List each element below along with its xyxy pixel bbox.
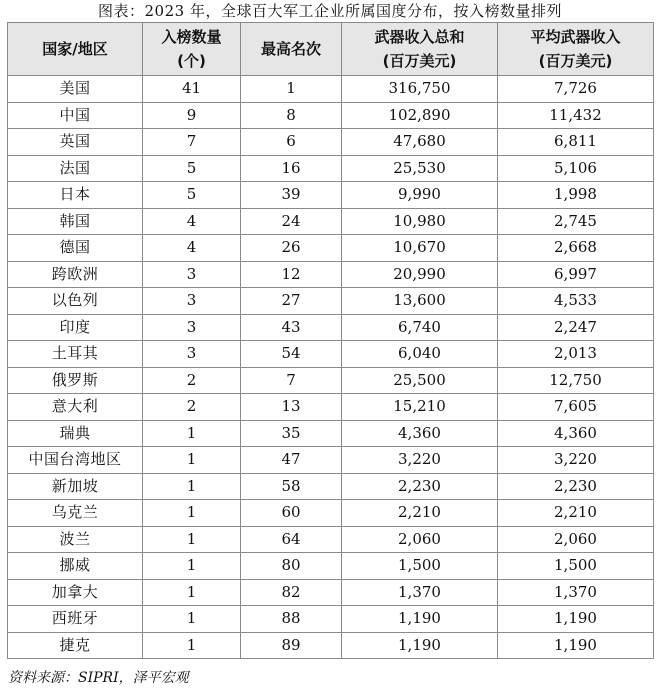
cell-top-rank: 39 xyxy=(241,182,342,209)
cell-top-rank: 54 xyxy=(241,341,342,368)
cell-entry-count: 1 xyxy=(143,420,241,447)
cell-avg-revenue: 5,106 xyxy=(498,155,654,182)
table-row xyxy=(8,394,654,421)
cell-total-revenue: 47,680 xyxy=(342,129,498,156)
cell-entry-count: 4 xyxy=(143,235,241,262)
cell-avg-revenue: 6,997 xyxy=(498,261,654,288)
cell-country: 日本 xyxy=(8,182,143,209)
cell-avg-revenue: 6,811 xyxy=(498,129,654,156)
cell-avg-revenue: 3,220 xyxy=(498,447,654,474)
cell-total-revenue: 2,210 xyxy=(342,500,498,527)
cell-total-revenue: 15,210 xyxy=(342,394,498,421)
cell-avg-revenue: 7,726 xyxy=(498,76,654,103)
cell-entry-count: 5 xyxy=(143,182,241,209)
cell-country: 美国 xyxy=(8,76,143,103)
cell-top-rank: 43 xyxy=(241,314,342,341)
header-total-revenue xyxy=(342,23,498,76)
cell-total-revenue: 9,990 xyxy=(342,182,498,209)
cell-total-revenue: 2,230 xyxy=(342,473,498,500)
cell-total-revenue: 1,500 xyxy=(342,553,498,580)
header-line: 入榜数量 xyxy=(161,28,222,46)
cell-top-rank: 13 xyxy=(241,394,342,421)
cell-top-rank: 35 xyxy=(241,420,342,447)
cell-top-rank: 47 xyxy=(241,447,342,474)
cell-avg-revenue: 11,432 xyxy=(498,102,654,129)
cell-avg-revenue: 2,060 xyxy=(498,526,654,553)
cell-entry-count: 41 xyxy=(143,76,241,103)
cell-country: 中国台湾地区 xyxy=(8,447,143,474)
cell-entry-count: 3 xyxy=(143,341,241,368)
table-row xyxy=(8,208,654,235)
cell-total-revenue: 20,990 xyxy=(342,261,498,288)
table-row xyxy=(8,367,654,394)
cell-entry-count: 3 xyxy=(143,314,241,341)
cell-entry-count: 2 xyxy=(143,367,241,394)
cell-country: 西班牙 xyxy=(8,606,143,633)
cell-entry-count: 1 xyxy=(143,606,241,633)
cell-entry-count: 3 xyxy=(143,288,241,315)
cell-total-revenue: 6,740 xyxy=(342,314,498,341)
cell-entry-count: 1 xyxy=(143,632,241,659)
cell-top-rank: 6 xyxy=(241,129,342,156)
cell-top-rank: 58 xyxy=(241,473,342,500)
header-line: 平均武器收入 xyxy=(530,28,621,46)
cell-entry-count: 4 xyxy=(143,208,241,235)
header-avg-revenue xyxy=(498,23,654,76)
cell-country: 俄罗斯 xyxy=(8,367,143,394)
cell-top-rank: 80 xyxy=(241,553,342,580)
cell-total-revenue: 10,980 xyxy=(342,208,498,235)
cell-top-rank: 89 xyxy=(241,632,342,659)
cell-country: 中国 xyxy=(8,102,143,129)
cell-total-revenue: 102,890 xyxy=(342,102,498,129)
table-row xyxy=(8,261,654,288)
header-top-rank xyxy=(241,23,342,76)
cell-country: 捷克 xyxy=(8,632,143,659)
cell-country: 新加坡 xyxy=(8,473,143,500)
cell-country: 意大利 xyxy=(8,394,143,421)
cell-avg-revenue: 4,360 xyxy=(498,420,654,447)
cell-top-rank: 7 xyxy=(241,367,342,394)
cell-avg-revenue: 2,247 xyxy=(498,314,654,341)
cell-country: 以色列 xyxy=(8,288,143,315)
header-entry-count xyxy=(143,23,241,76)
cell-entry-count: 1 xyxy=(143,526,241,553)
figure-caption: 图表：2023 年，全球百大军工企业所属国度分布，按入榜数量排列 xyxy=(98,2,562,20)
table-row xyxy=(8,500,654,527)
header-line: (百万美元) xyxy=(382,52,457,70)
cell-country: 韩国 xyxy=(8,208,143,235)
header-row xyxy=(8,23,654,76)
source-note: 资料来源：SIPRI，泽平宏观 xyxy=(8,670,189,686)
header-line: (百万美元) xyxy=(538,52,613,70)
table-row xyxy=(8,632,654,659)
header-country xyxy=(8,23,143,76)
table-row xyxy=(8,314,654,341)
table-row xyxy=(8,288,654,315)
table-row xyxy=(8,447,654,474)
cell-entry-count: 9 xyxy=(143,102,241,129)
cell-country: 瑞典 xyxy=(8,420,143,447)
cell-top-rank: 88 xyxy=(241,606,342,633)
cell-top-rank: 1 xyxy=(241,76,342,103)
cell-entry-count: 5 xyxy=(143,155,241,182)
cell-top-rank: 26 xyxy=(241,235,342,262)
cell-total-revenue: 316,750 xyxy=(342,76,498,103)
cell-total-revenue: 13,600 xyxy=(342,288,498,315)
cell-top-rank: 12 xyxy=(241,261,342,288)
table-row xyxy=(8,526,654,553)
cell-entry-count: 3 xyxy=(143,261,241,288)
cell-avg-revenue: 1,190 xyxy=(498,606,654,633)
ranking-table xyxy=(7,22,654,659)
header-line: (个) xyxy=(177,52,206,70)
cell-entry-count: 2 xyxy=(143,394,241,421)
cell-country: 波兰 xyxy=(8,526,143,553)
cell-total-revenue: 25,530 xyxy=(342,155,498,182)
cell-avg-revenue: 4,533 xyxy=(498,288,654,315)
table-row xyxy=(8,473,654,500)
table-row xyxy=(8,182,654,209)
cell-country: 土耳其 xyxy=(8,341,143,368)
cell-top-rank: 27 xyxy=(241,288,342,315)
cell-country: 印度 xyxy=(8,314,143,341)
cell-entry-count: 1 xyxy=(143,473,241,500)
cell-avg-revenue: 1,190 xyxy=(498,632,654,659)
cell-top-rank: 82 xyxy=(241,579,342,606)
cell-total-revenue: 3,220 xyxy=(342,447,498,474)
table-row xyxy=(8,76,654,103)
cell-total-revenue: 1,370 xyxy=(342,579,498,606)
cell-avg-revenue: 1,998 xyxy=(498,182,654,209)
cell-avg-revenue: 1,500 xyxy=(498,553,654,580)
cell-entry-count: 1 xyxy=(143,553,241,580)
table-row xyxy=(8,102,654,129)
cell-country: 英国 xyxy=(8,129,143,156)
table-row xyxy=(8,606,654,633)
cell-avg-revenue: 2,013 xyxy=(498,341,654,368)
cell-entry-count: 1 xyxy=(143,447,241,474)
cell-avg-revenue: 12,750 xyxy=(498,367,654,394)
header-line: 最高名次 xyxy=(260,40,321,58)
cell-country: 跨欧洲 xyxy=(8,261,143,288)
cell-total-revenue: 1,190 xyxy=(342,606,498,633)
cell-country: 加拿大 xyxy=(8,579,143,606)
table-row xyxy=(8,553,654,580)
cell-avg-revenue: 2,668 xyxy=(498,235,654,262)
cell-total-revenue: 10,670 xyxy=(342,235,498,262)
cell-total-revenue: 4,360 xyxy=(342,420,498,447)
cell-total-revenue: 2,060 xyxy=(342,526,498,553)
table-row xyxy=(8,129,654,156)
cell-entry-count: 7 xyxy=(143,129,241,156)
cell-avg-revenue: 7,605 xyxy=(498,394,654,421)
table-row xyxy=(8,235,654,262)
cell-country: 乌克兰 xyxy=(8,500,143,527)
cell-country: 德国 xyxy=(8,235,143,262)
cell-country: 挪威 xyxy=(8,553,143,580)
cell-entry-count: 1 xyxy=(143,500,241,527)
cell-top-rank: 16 xyxy=(241,155,342,182)
table-row xyxy=(8,420,654,447)
cell-total-revenue: 25,500 xyxy=(342,367,498,394)
cell-total-revenue: 1,190 xyxy=(342,632,498,659)
cell-avg-revenue: 1,370 xyxy=(498,579,654,606)
header-line: 武器收入总和 xyxy=(374,28,465,46)
cell-total-revenue: 6,040 xyxy=(342,341,498,368)
cell-top-rank: 60 xyxy=(241,500,342,527)
cell-top-rank: 64 xyxy=(241,526,342,553)
cell-avg-revenue: 2,210 xyxy=(498,500,654,527)
cell-top-rank: 24 xyxy=(241,208,342,235)
table-row xyxy=(8,341,654,368)
table-body xyxy=(8,76,654,659)
cell-avg-revenue: 2,230 xyxy=(498,473,654,500)
cell-entry-count: 1 xyxy=(143,579,241,606)
cell-avg-revenue: 2,745 xyxy=(498,208,654,235)
table-row xyxy=(8,155,654,182)
table-header xyxy=(8,23,654,76)
cell-country: 法国 xyxy=(8,155,143,182)
table-row xyxy=(8,579,654,606)
cell-top-rank: 8 xyxy=(241,102,342,129)
header-line: 国家/地区 xyxy=(42,40,108,58)
